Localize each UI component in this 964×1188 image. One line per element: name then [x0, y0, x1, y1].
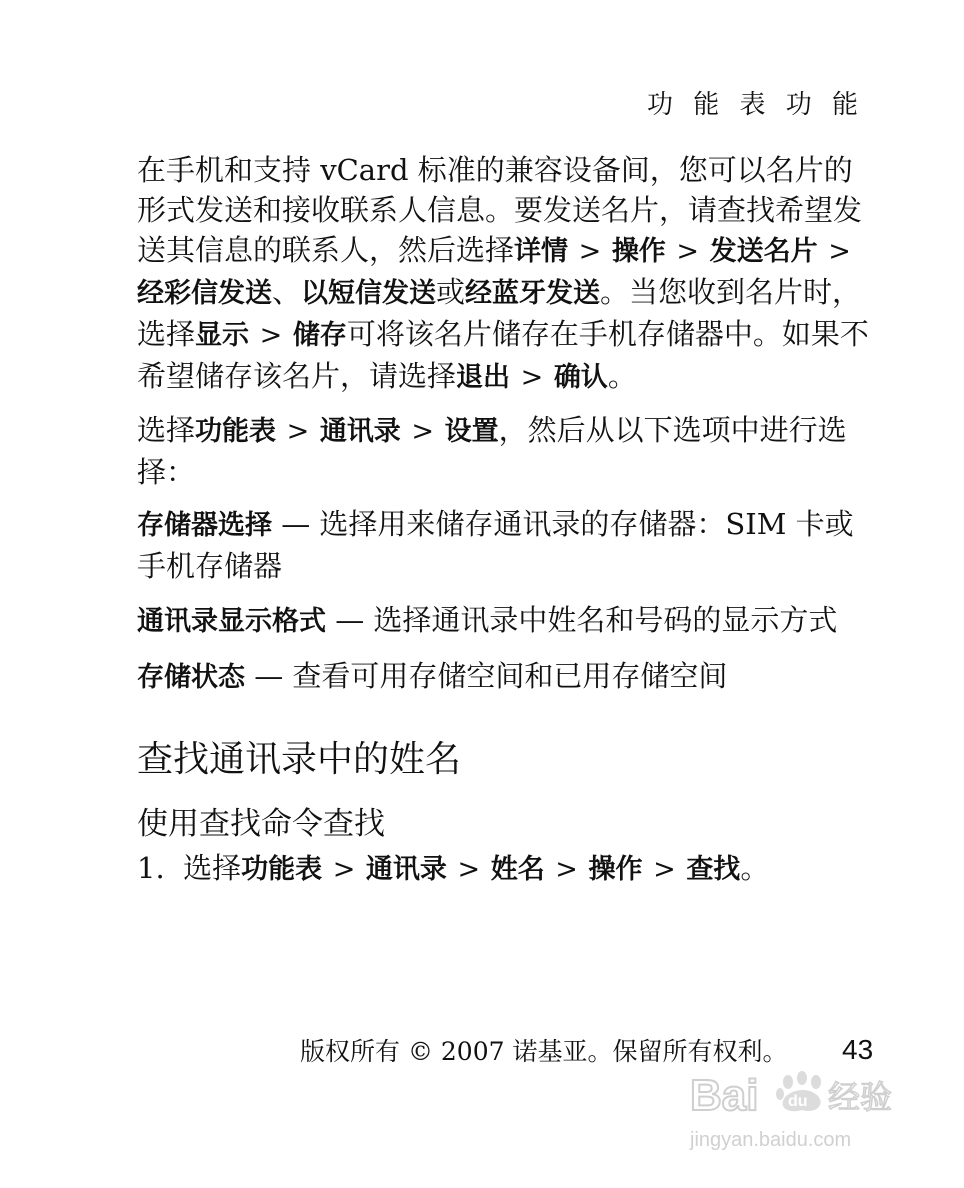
definition-desc: — 选择用来储存通讯录的存储器：SIM 卡或手机存储器 [137, 507, 854, 583]
baidu-watermark-logo [688, 1066, 918, 1156]
menu-term: 显示 [195, 320, 250, 351]
menu-separator: > [667, 236, 708, 267]
menu-separator: > [251, 320, 291, 351]
running-header: 功 能 表 功 能 [646, 90, 864, 120]
svg-text:经验: 经验 [828, 1078, 893, 1116]
menu-term: 设置 [444, 416, 499, 447]
definition-item [137, 504, 877, 586]
text: 。 [607, 359, 637, 393]
menu-separator: > [402, 416, 443, 447]
menu-separator: > [448, 854, 489, 885]
menu-separator: > [512, 362, 552, 393]
definition-desc: — 查看可用存储空间和已用存储空间 [245, 659, 728, 693]
menu-separator: > [819, 236, 851, 267]
definition-item [137, 656, 877, 698]
menu-term: 退出 [456, 362, 511, 393]
menu-term: 通讯录 [319, 416, 401, 447]
text: ，然后从以下选项中进行选择： [137, 413, 847, 489]
step-number: 1. [137, 851, 165, 885]
menu-term: 操作 [588, 854, 643, 885]
text: 可将该名片储存在手机存储器中。如果不希望储存该名片，请选择 [137, 317, 869, 393]
menu-term: 以短信发送 [301, 278, 437, 309]
section-title: 查找通讯录中的姓名 [137, 739, 462, 780]
menu-term: 发送名片 [709, 236, 818, 267]
copyright-footer: 版权所有 © 2007 诺基亚。保留所有权利。 [300, 1037, 788, 1066]
paragraph-vcard [137, 150, 877, 398]
menu-term: 操作 [611, 236, 666, 267]
menu-term: 查找 [686, 854, 741, 885]
main-content [137, 150, 877, 890]
definition-desc: — 选择通讯录中姓名和号码的显示方式 [326, 603, 838, 637]
text: 。 [740, 851, 770, 885]
svg-text:du: du [788, 1093, 808, 1110]
menu-term: 详情 [514, 236, 569, 267]
menu-term: 储存 [292, 320, 347, 351]
text: 。当您收到名片时，选择 [137, 275, 862, 351]
definition-term: 通讯录显示格式 [137, 606, 326, 637]
menu-term: 姓名 [490, 854, 545, 885]
menu-term: 功能表 [241, 854, 323, 885]
text: 选择 [183, 851, 242, 885]
text: 、 [272, 275, 302, 309]
menu-separator: > [570, 236, 610, 267]
step-item [137, 848, 877, 890]
page-number: 43 [842, 1034, 874, 1065]
subsection-title: 使用查找命令查找 [137, 806, 385, 842]
text: 选择 [137, 413, 196, 447]
definition-item [137, 600, 877, 642]
menu-separator: > [546, 854, 587, 885]
text: 或 [436, 275, 466, 309]
definition-term: 存储器选择 [137, 510, 272, 541]
menu-term: 确认 [553, 362, 608, 393]
watermark-url: jingyan.baidu.com [690, 1129, 852, 1151]
menu-term: 经蓝牙发送 [465, 278, 601, 309]
paragraph-settings [137, 410, 877, 492]
definition-term: 存储状态 [137, 662, 245, 693]
menu-term: 通讯录 [365, 854, 447, 885]
svg-text:Bai: Bai [690, 1071, 759, 1120]
menu-separator: > [644, 854, 685, 885]
menu-term: 经彩信发送 [137, 278, 272, 309]
menu-term: 功能表 [195, 416, 277, 447]
text: 在手机和支持 vCard 标准的兼容设备间，您可以名片的形式发送和接收联系人信息。要发送名片，请查找希望发送其信息的联系人，然后选择 [137, 153, 863, 267]
menu-separator: > [278, 416, 318, 447]
menu-separator: > [324, 854, 364, 885]
